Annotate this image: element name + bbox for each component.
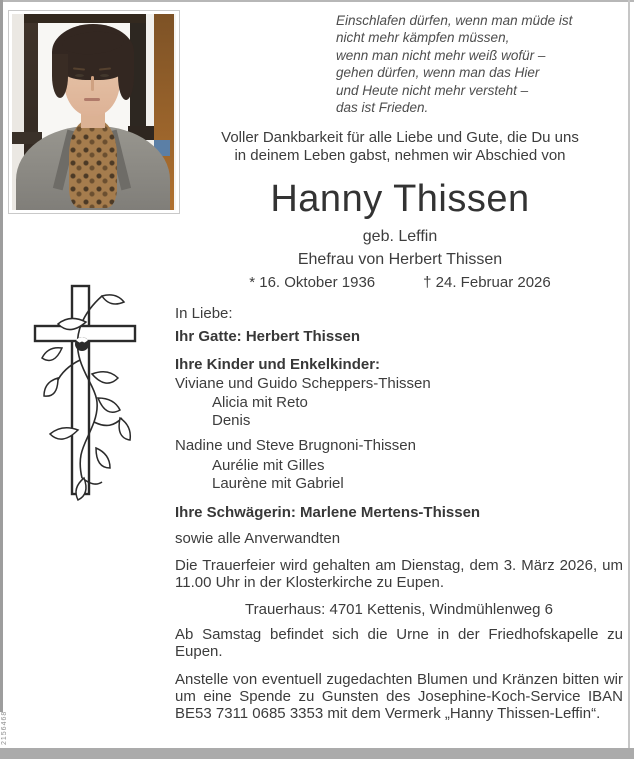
cross-with-roses-icon <box>32 282 138 504</box>
photo-woman-scarf <box>69 120 117 208</box>
print-code: 2156468 <box>1 710 8 745</box>
photo-woman-eye <box>75 74 84 77</box>
life-dates <box>175 274 625 291</box>
poem-line: Einschlafen dürfen, wenn man müde ist <box>336 13 573 28</box>
scan-edge-bottom <box>0 748 634 759</box>
relation-line: Ehefrau von Herbert Thissen <box>297 251 503 268</box>
scan-edge-top <box>0 0 634 2</box>
family-schwaegerin: Ihre Schwägerin: Marlene Mertens-Thissen <box>175 504 481 521</box>
urn-info: Ab Samstag befindet sich die Urne in der Friedhofskapelle zu Eupen. <box>175 626 623 661</box>
family-kinder-heading: Ihre Kinder und Enkelkinder: <box>175 356 381 373</box>
funeral-service-info: Die Trauerfeier wird gehalten am Dienstag, dem 3. März 2026, um 11.00 Uhr in der Klosterkirche zu Eupen. <box>175 557 623 592</box>
scan-edge-left <box>0 0 3 712</box>
portrait-photo-image <box>12 14 176 210</box>
poem-line: gehen dürfen, wenn man das Hier <box>336 65 540 81</box>
family-child: Viviane und Guido Scheppers-Thissen <box>175 375 431 392</box>
family-grandchild: Laurène mit Gabriel <box>212 475 344 492</box>
birth-date: * 16. Oktober 1936 <box>249 274 376 291</box>
maiden-name: geb. Leffin <box>362 228 438 245</box>
scan-edge-right <box>628 0 630 759</box>
intro-line: in deinem Leben gabst, nehmen wir Abschied von <box>234 146 566 164</box>
family-grandchild: Denis <box>212 412 251 429</box>
portrait-photo <box>8 10 180 214</box>
photo-window-frame <box>24 14 146 23</box>
intro-line: Voller Dankbarkeit für alle Liebe und Gute, die Du uns <box>221 129 579 146</box>
family-heading: In Liebe: <box>175 305 233 322</box>
death-date: † 24. Februar 2026 <box>423 274 551 291</box>
family-gatte: Ihr Gatte: Herbert Thissen <box>175 328 361 345</box>
deceased-name: Hanny Thissen <box>270 178 530 220</box>
poem-line: wenn man nicht mehr weiß wofür – <box>336 47 546 63</box>
photo-woman-nose <box>91 76 94 91</box>
funeral-home-address: Trauerhaus: 4701 Kettenis, Windmühlenweg 6 <box>245 601 553 618</box>
poem-line: das ist Frieden. <box>336 100 429 116</box>
donation-info: Anstelle von eventuell zugedachten Blumen und Kränzen bitten wir um eine Spende zu Gunsten des Josephine-Koch-Service IBAN BE53 7311 0685 3353 mit dem Vermerk „Hanny Thissen-Leffin“. <box>175 671 623 723</box>
photo-woman-eye <box>100 74 109 77</box>
photo-woman-hair <box>52 54 68 98</box>
family-anverwandte: sowie alle Anverwandten <box>175 530 341 547</box>
family-grandchild: Alicia mit Reto <box>212 394 308 411</box>
poem-line: nicht mehr kämpfen müssen, <box>336 30 510 46</box>
poem <box>336 12 628 116</box>
family-grandchild: Aurélie mit Gilles <box>212 457 325 474</box>
poem-line: und Heute nicht mehr versteht – <box>336 82 529 98</box>
intro-text <box>175 129 625 164</box>
photo-woman-mouth <box>84 98 100 101</box>
family-list <box>175 305 625 548</box>
family-child: Nadine und Steve Brugnoni-Thissen <box>175 437 416 454</box>
photo-woman-hair <box>118 52 134 100</box>
